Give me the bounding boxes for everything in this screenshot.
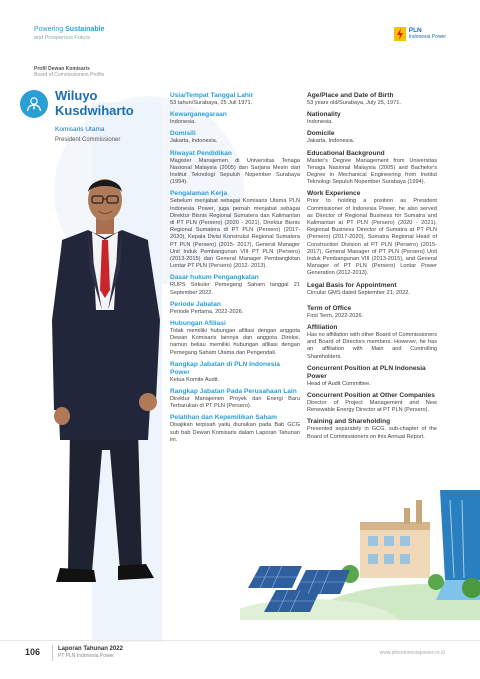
id-section (170, 388, 300, 410)
id-section (170, 274, 300, 296)
lightning-icon (394, 27, 406, 41)
en-section (307, 111, 437, 126)
en-section-value: Has no affiliation with other Board of Commissioners and Board of Directors members. However, he has an affiliation with Main and Controlling Shareholders. (307, 332, 437, 360)
tagline-prefix: Powering (34, 26, 66, 33)
en-section (307, 190, 437, 277)
en-section-value: First Term, 2022-2026. (307, 312, 364, 319)
power-plant-illustration (240, 470, 480, 620)
name-line1: Wiluyo (55, 88, 98, 103)
en-section (307, 305, 437, 320)
footer-subtitle: PT PLN Indonesia Power (58, 653, 115, 659)
en-section-title: Age/Place and Date of Birth (307, 92, 394, 99)
en-section (307, 282, 437, 297)
en-section (307, 130, 437, 145)
tagline-bold: Sustainable (65, 26, 105, 33)
id-section-title: Pelatihan dan Kepemilikan Saham (170, 414, 278, 422)
pln-logo (394, 27, 446, 41)
en-section-value: Prior to holding a position as President Commissioner of Indonesia Power, he also served as Director of Regional Business for Sumatra and Kalimantan at PT PLN (Persero) (2020 - 2021), Regional Business Director of Sumatra at PT PLN (Persero) (2017-2020), Sumatra Regional Head of Construction Division at PT PLN (Persero) (2015-2017), General Manager of PT PLN (Persero) Unit Induk Pembangunan VIII (2013-2015), and General Manager of PT PLN (Persero) Lontar Power Generation (2012-2013). (307, 198, 437, 277)
en-section-title: Training and Shareholding (307, 418, 391, 426)
logo-sub: Indonesia Power (408, 34, 446, 40)
id-section (170, 414, 300, 444)
id-section-value: RUPS Sirkuler Pemegang Saham tanggal 21 September 2022. (170, 282, 300, 296)
en-section-title: Concurrent Position at PLN Indonesia Power (307, 364, 426, 380)
id-section-title: Dasar hukum Pengangkatan (170, 274, 259, 282)
name-line2: Kusdwiharto (55, 103, 134, 118)
column-english (307, 92, 437, 445)
en-section-value: Presented separately in GCG, sub-chapter of the Board of Commissioners on this Annual Report. (307, 426, 437, 440)
id-section (170, 301, 300, 316)
en-section-value: Master's Degree Management from Universitas Tenaga Nasional Malaysia (2005) and Bachelor's Degree in Mechanical Engineering from Institut Teknologi Sepuluh Nopember Surabaya (1994). (307, 157, 437, 186)
header-tagline (34, 26, 104, 42)
id-section-title: Domisili (170, 130, 196, 138)
en-section-value: Circular GMS dated September 21, 2022. (307, 289, 410, 296)
en-section (307, 324, 437, 361)
id-section (170, 92, 300, 107)
en-section-title: Legal Basis for Appointment (307, 281, 397, 289)
en-section (307, 418, 437, 440)
position-id: Komisaris Utama (55, 126, 105, 133)
person-icon (20, 90, 48, 118)
id-section-title: Rangkap Jabatan Pada Perusahaan Lain (170, 388, 297, 396)
column-indonesian (170, 92, 300, 448)
en-section-title: Term of Office (307, 304, 352, 312)
en-section-value: Jakarta, Indonesia. (307, 138, 355, 145)
profile-name (55, 88, 134, 118)
id-section (170, 130, 300, 145)
id-section-title: Hubungan Afiliasi (170, 320, 226, 328)
subheader-id: Profil Dewan Komisaris (34, 66, 90, 72)
id-section-value: Sebelum menjabat sebagai Komisaris Utama PLN Indonesia Power, juga pernah menjabat sebagai Direktur Bisnis Regional Sumatera dan Kalimantan di PT PLN (Persero) (2020 - 2021), Direktur Bisnis Regional Sumatera di PT PLN (Persero) (2017-2020), Kepala Divisi Konstruksi Regional Sumatera PT PLN (Persero) (2015- 2017), General Manager Unit Induk Pembangunan VIII PT PLN (Persero) (2013-2015) dan General Manager Pembangkitan Lontar PT PLN (Persero) (2012- 2013). (170, 198, 300, 270)
en-section-value: Director of Project Management and New Renewable Energy Director at PT PLN (Persero). (307, 400, 437, 414)
id-section (170, 361, 300, 384)
en-section-title: Nationality (307, 111, 341, 119)
tagline-line2: and Prosperous Future (34, 35, 91, 41)
en-section (307, 92, 437, 107)
id-section-value: Disajikan terpisah yaitu diuraikan pada Bab GCG sub bab Dewan Komisaris dalam Laporan Tahunan ini. (170, 422, 300, 443)
footer-url[interactable]: www.plnindonesiapower.co.id (379, 650, 445, 656)
id-section-title: Periode Jabatan (170, 300, 221, 308)
en-section-value: Indonesia. (307, 119, 333, 126)
person-photo (30, 170, 180, 610)
subheader-en: Board of Commissioners Profile (34, 72, 105, 78)
en-section (307, 150, 437, 187)
id-section (170, 190, 300, 270)
footer-divider (52, 645, 53, 661)
en-section-title: Affiliation (307, 324, 338, 332)
en-section-title: Work Experience (307, 190, 361, 198)
footer-title: Laporan Tahunan 2022 (58, 646, 123, 652)
logo-brand: PLN (408, 27, 422, 34)
id-section (170, 320, 300, 357)
en-section (307, 365, 437, 388)
page-number: 106 (25, 647, 41, 657)
id-section-title: Usia/Tempat Tanggal Lahir (170, 92, 254, 99)
en-section-value: 53 years old/Surabaya, July 25, 1971. (307, 100, 401, 106)
position-en: President Commissioner (55, 137, 121, 143)
id-section-value: Indonesia. (170, 119, 196, 126)
id-section-value: Jakarta, Indonesia. (170, 138, 218, 145)
id-section-title: Rangkap Jabatan di PLN Indonesia Power (170, 360, 280, 376)
en-section-title: Educational Background (307, 149, 385, 157)
id-section-title: Pengalaman Kerja (170, 190, 228, 198)
en-section-value: Head of Audit Committee. (307, 380, 371, 387)
id-section (170, 111, 300, 126)
id-section-value: Magister Manajemen di Universitas Tenaga Nasional Malaysia (2005) dan Sarjana Mesin dari Institut Teknologi Sepuluh Nopember Surabaya (1994). (170, 157, 300, 186)
id-section-title: Kewarganegaraan (170, 111, 227, 119)
id-section-value: Tidak memiliki hubungan afiliasi dengan anggota Dewan Komisaris lainnya dan anggota Direksi, namun beliau memiliki hubungan afiliasi dengan Pemegang Saham Utama dan Pengendali. (170, 328, 300, 356)
id-section-value: Direktur Manajemen Proyek dan Energi Baru Terbarukan di PT PLN (Persero). (170, 396, 300, 410)
section-subheader (34, 66, 104, 78)
id-section-value: 53 tahun/Surabaya, 25 Juli 1971. (170, 100, 253, 106)
id-section-value: Periode Pertama, 2022-2026. (170, 308, 244, 315)
en-section-title: Concurrent Position at Other Companies (307, 392, 435, 400)
id-section-title: Riwayat Pendidikan (170, 149, 232, 157)
en-section-title: Domicile (307, 130, 335, 138)
en-section (307, 392, 437, 414)
id-section (170, 150, 300, 187)
id-section-value: Ketua Komite Audit. (170, 376, 220, 383)
